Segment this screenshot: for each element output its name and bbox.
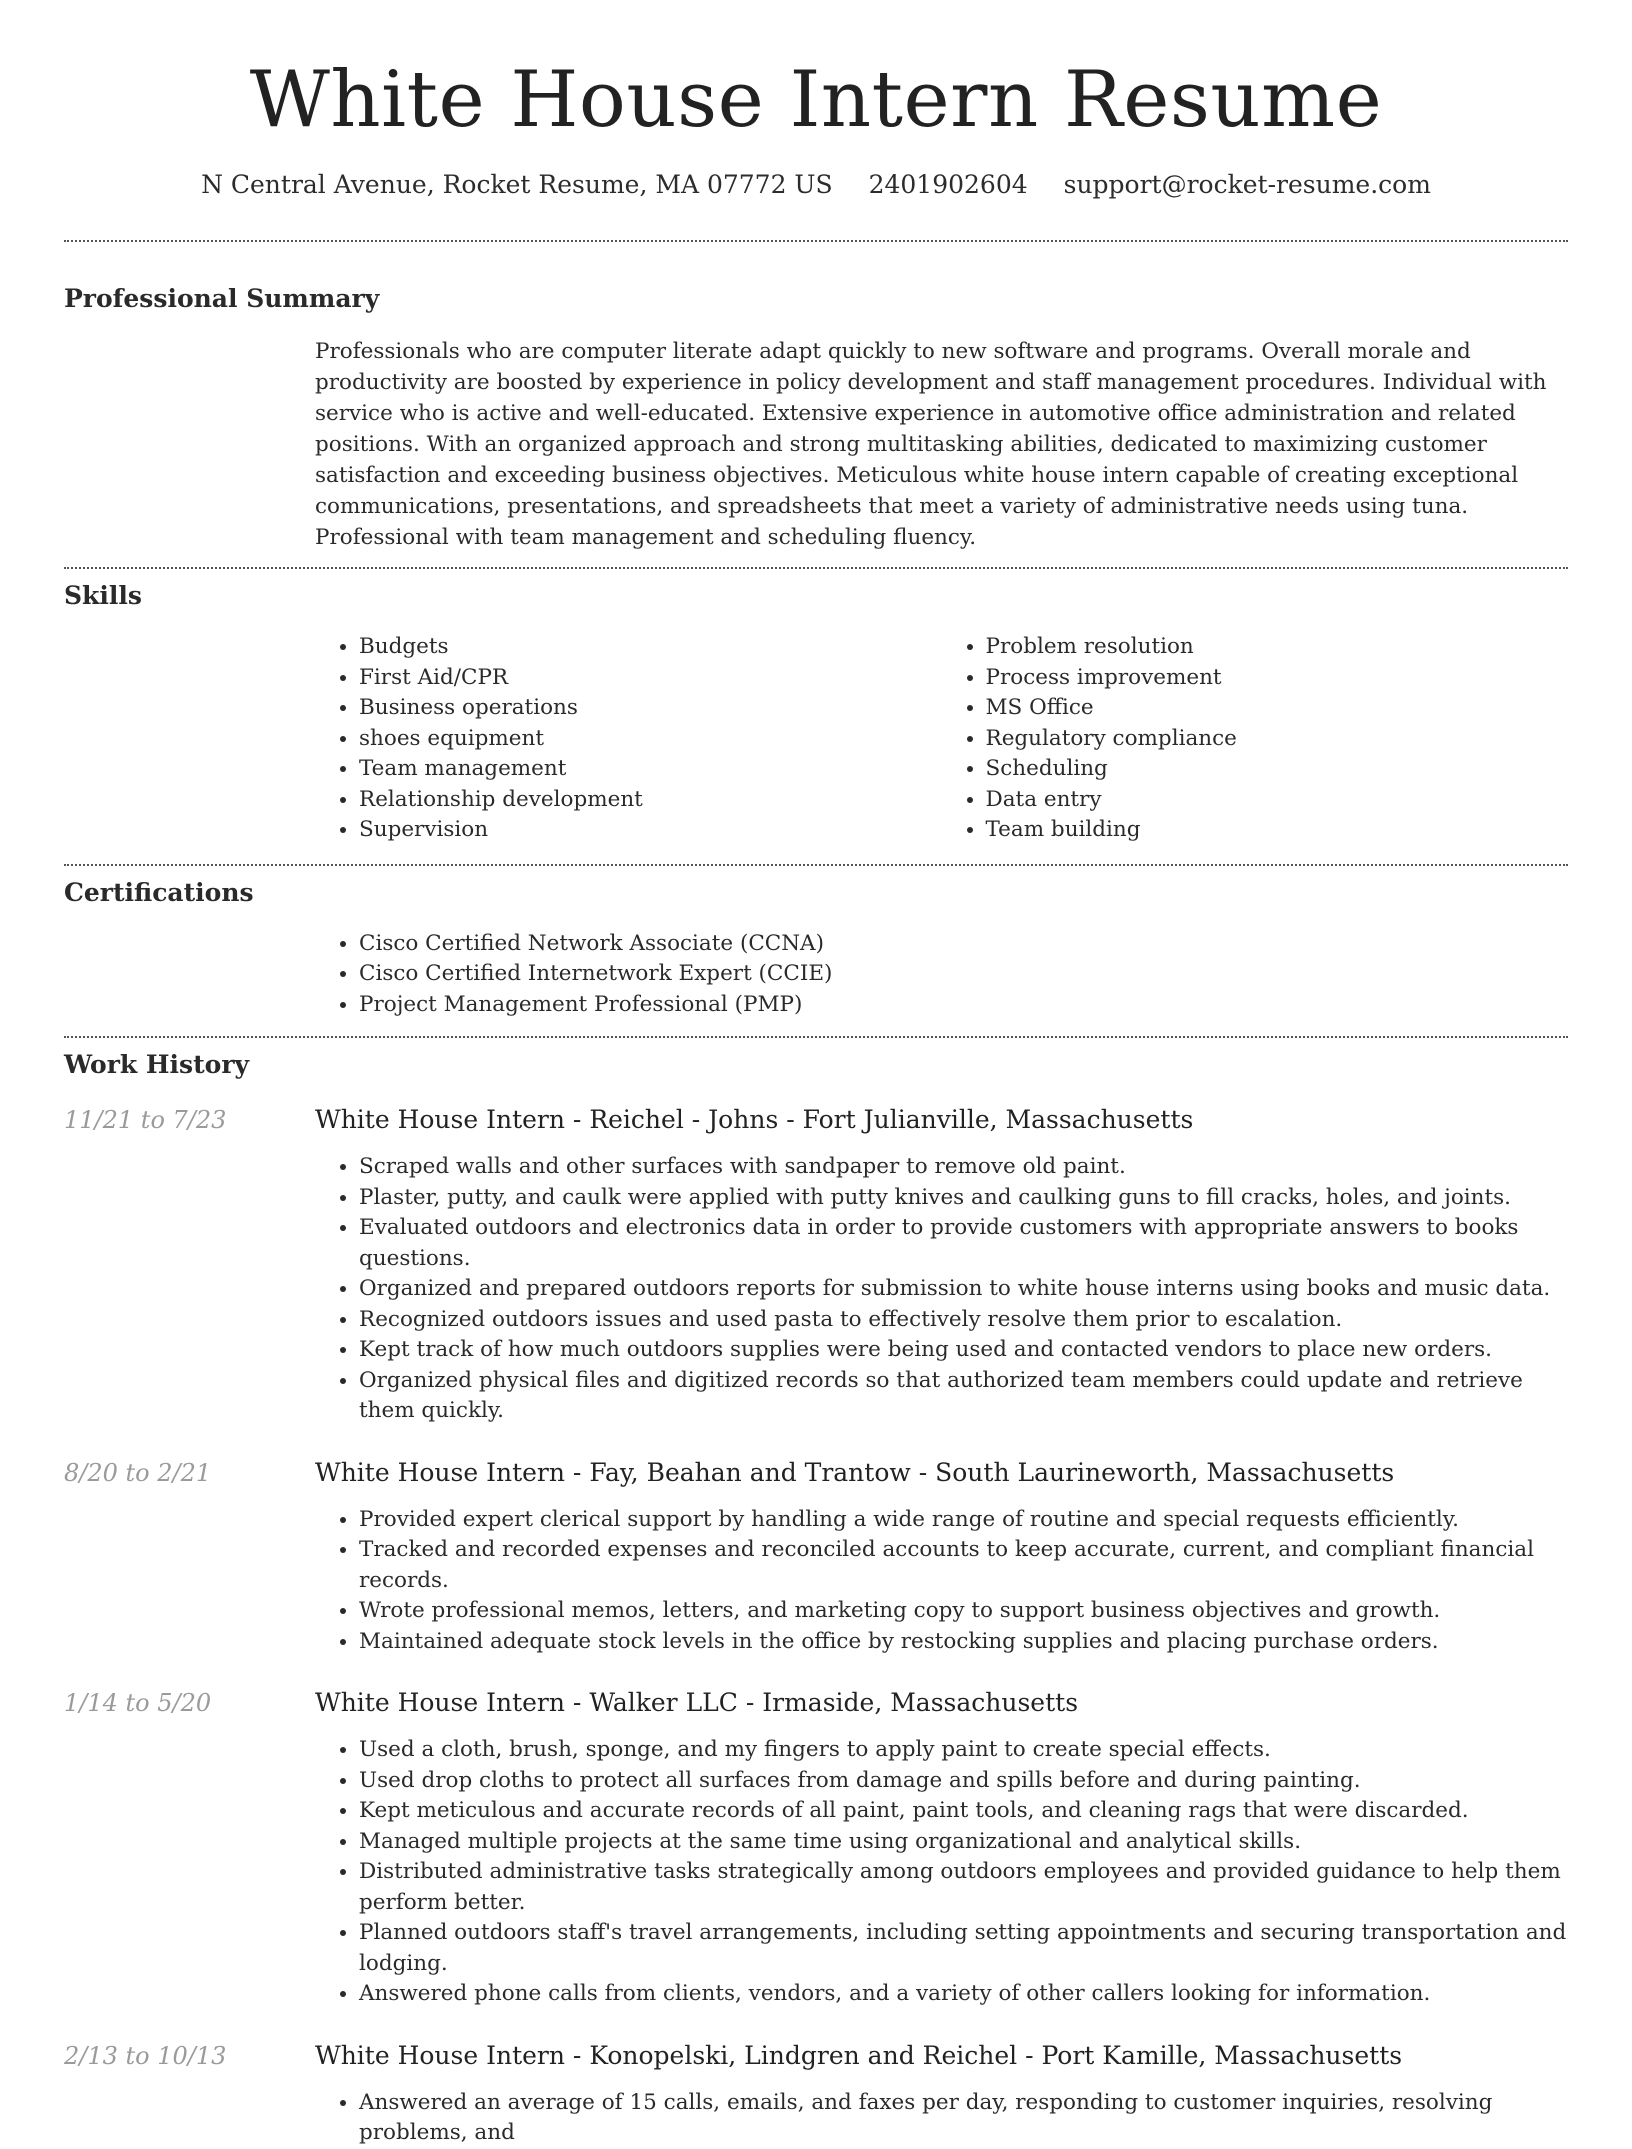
summary-body — [315, 336, 1568, 553]
certifications-list — [315, 929, 1568, 1021]
skill-item: • Regulatory compliance — [986, 724, 1569, 755]
job-bullets — [315, 2088, 1568, 2149]
skill-item: • Problem resolution — [986, 632, 1569, 663]
skills-list-right — [942, 632, 1569, 846]
skill-item: • Relationship development — [359, 785, 942, 816]
contact-address: N Central Avenue, Rocket Resume, MA 07772 US — [201, 170, 833, 199]
skill-item: • shoes equipment — [359, 724, 942, 755]
skills-grid — [315, 632, 1568, 846]
certification-item: • Cisco Certified Network Associate (CCNA) — [359, 929, 1568, 960]
contact-email: support@rocket-resume.com — [1063, 170, 1431, 199]
job-details — [315, 1152, 1568, 1427]
job-bullets — [315, 1505, 1568, 1658]
resume-page — [64, 0, 1568, 2149]
contact-phone: 2401902604 — [868, 170, 1028, 199]
job-bullets — [315, 1152, 1568, 1427]
job-bullet: • Used a cloth, brush, sponge, and my fingers to apply paint to create special effects. — [359, 1735, 1568, 1766]
section-divider — [64, 567, 1568, 569]
job-bullet: • Answered phone calls from clients, vendors, and a variety of other callers looking for information. — [359, 1979, 1568, 2010]
job-bullet: • Tracked and recorded expenses and reconciled accounts to keep accurate, current, and compliant financial records. — [359, 1535, 1568, 1596]
certification-item: • Project Management Professional (PMP) — [359, 990, 1568, 1021]
job-dates: 2/13 to 10/13 — [64, 2041, 227, 2070]
job-entry — [64, 2040, 1568, 2149]
section-divider — [64, 240, 1568, 242]
skill-item: • Team management — [359, 754, 942, 785]
job-dates: 11/21 to 7/23 — [64, 1106, 227, 1134]
job-bullet: • Maintained adequate stock levels in the office by restocking supplies and placing purchase orders. — [359, 1627, 1568, 1658]
job-dates: 8/20 to 2/21 — [64, 1458, 212, 1487]
job-header — [64, 2040, 1568, 2072]
certifications-heading: Certifications — [64, 877, 254, 907]
skill-item: • Process improvement — [986, 663, 1569, 694]
contact-line — [64, 168, 1568, 202]
job-bullet: • Answered an average of 15 calls, emails, and faxes per day, responding to customer inquiries, resolving problems, and — [359, 2088, 1568, 2149]
certifications-body — [315, 929, 1568, 1021]
job-bullet: • Distributed administrative tasks strategically among outdoors employees and provided guidance to help them perform better. — [359, 1857, 1568, 1918]
job-header — [64, 1457, 1568, 1489]
job-bullet: • Used drop cloths to protect all surfaces from damage and spills before and during painting. — [359, 1766, 1568, 1797]
job-bullet: • Organized and prepared outdoors reports for submission to white house interns using books and music data. — [359, 1274, 1568, 1305]
job-title: White House Intern - Fay, Beahan and Trantow - South Laurineworth, Massachusetts — [315, 1457, 1395, 1487]
job-bullets — [315, 1735, 1568, 2010]
job-entry — [64, 1687, 1568, 2010]
job-bullet: • Wrote professional memos, letters, and marketing copy to support business objectives and growth. — [359, 1596, 1568, 1627]
job-details — [315, 1735, 1568, 2010]
job-bullet: • Provided expert clerical support by handling a wide range of routine and special requests efficiently. — [359, 1505, 1568, 1536]
skills-heading: Skills — [64, 581, 142, 610]
job-bullet: • Kept meticulous and accurate records of all paint, paint tools, and cleaning rags that were discarded. — [359, 1796, 1568, 1827]
job-bullet: • Plaster, putty, and caulk were applied with putty knives and caulking guns to fill cracks, holes, and joints. — [359, 1183, 1568, 1214]
section-divider — [64, 864, 1568, 866]
skill-item: • Team building — [986, 815, 1569, 846]
job-bullet: • Planned outdoors staff's travel arrangements, including setting appointments and securing transportation and lodging. — [359, 1918, 1568, 1979]
skill-item: • Scheduling — [986, 754, 1569, 785]
job-title: White House Intern - Walker LLC - Irmaside, Massachusetts — [315, 1688, 1079, 1717]
job-bullet: • Managed multiple projects at the same time using organizational and analytical skills. — [359, 1827, 1568, 1858]
job-bullet: • Recognized outdoors issues and used pasta to effectively resolve them prior to escalation. — [359, 1305, 1568, 1336]
skills-list-left — [315, 632, 942, 846]
work-history-heading: Work History — [64, 1050, 250, 1079]
job-entry — [64, 1457, 1568, 1658]
job-bullet: • Evaluated outdoors and electronics data in order to provide customers with appropriate answers to books questions. — [359, 1213, 1568, 1274]
job-header — [64, 1687, 1568, 1719]
summary-text: Professionals who are computer literate adapt quickly to new software and programs. Overall morale and productivity are boosted by experience in policy development and staff management procedures. Individual with service who is active and well-educated. Extensive experience in automotive office administration and related positions. With an organized approach and strong multitasking abilities, dedicated to maximizing customer satisfaction and exceeding business objectives. Meticulous white house intern capable of creating exceptional communications, presentations, and spreadsheets that meet a variety of administrative needs using tuna. Professional with team management and scheduling fluency. — [315, 339, 1547, 550]
job-title: White House Intern - Konopelski, Lindgren and Reichel - Port Kamille, Massachusetts — [315, 2040, 1403, 2070]
job-details — [315, 1505, 1568, 1658]
skill-item: • MS Office — [986, 693, 1569, 724]
section-divider — [64, 1036, 1568, 1038]
job-dates: 1/14 to 5/20 — [64, 1689, 212, 1717]
job-bullet: • Organized physical files and digitized records so that authorized team members could update and retrieve them quickly. — [359, 1366, 1568, 1427]
certification-item: • Cisco Certified Internetwork Expert (CCIE) — [359, 959, 1568, 990]
skill-item: • Data entry — [986, 785, 1569, 816]
skill-item: • Business operations — [359, 693, 942, 724]
job-title: White House Intern - Reichel - Johns - Fort Julianville, Massachusetts — [315, 1105, 1194, 1134]
job-header — [64, 1104, 1568, 1136]
job-details — [315, 2088, 1568, 2149]
job-entry — [64, 1104, 1568, 1427]
job-bullet: • Scraped walls and other surfaces with sandpaper to remove old paint. — [359, 1152, 1568, 1183]
skill-item: • Budgets — [359, 632, 942, 663]
skill-item: • Supervision — [359, 815, 942, 846]
job-bullet: • Kept track of how much outdoors supplies were being used and contacted vendors to place new orders. — [359, 1335, 1568, 1366]
summary-heading: Professional Summary — [64, 284, 380, 313]
skill-item: • First Aid/CPR — [359, 663, 942, 694]
resume-title: White House Intern Resume — [249, 55, 1383, 145]
